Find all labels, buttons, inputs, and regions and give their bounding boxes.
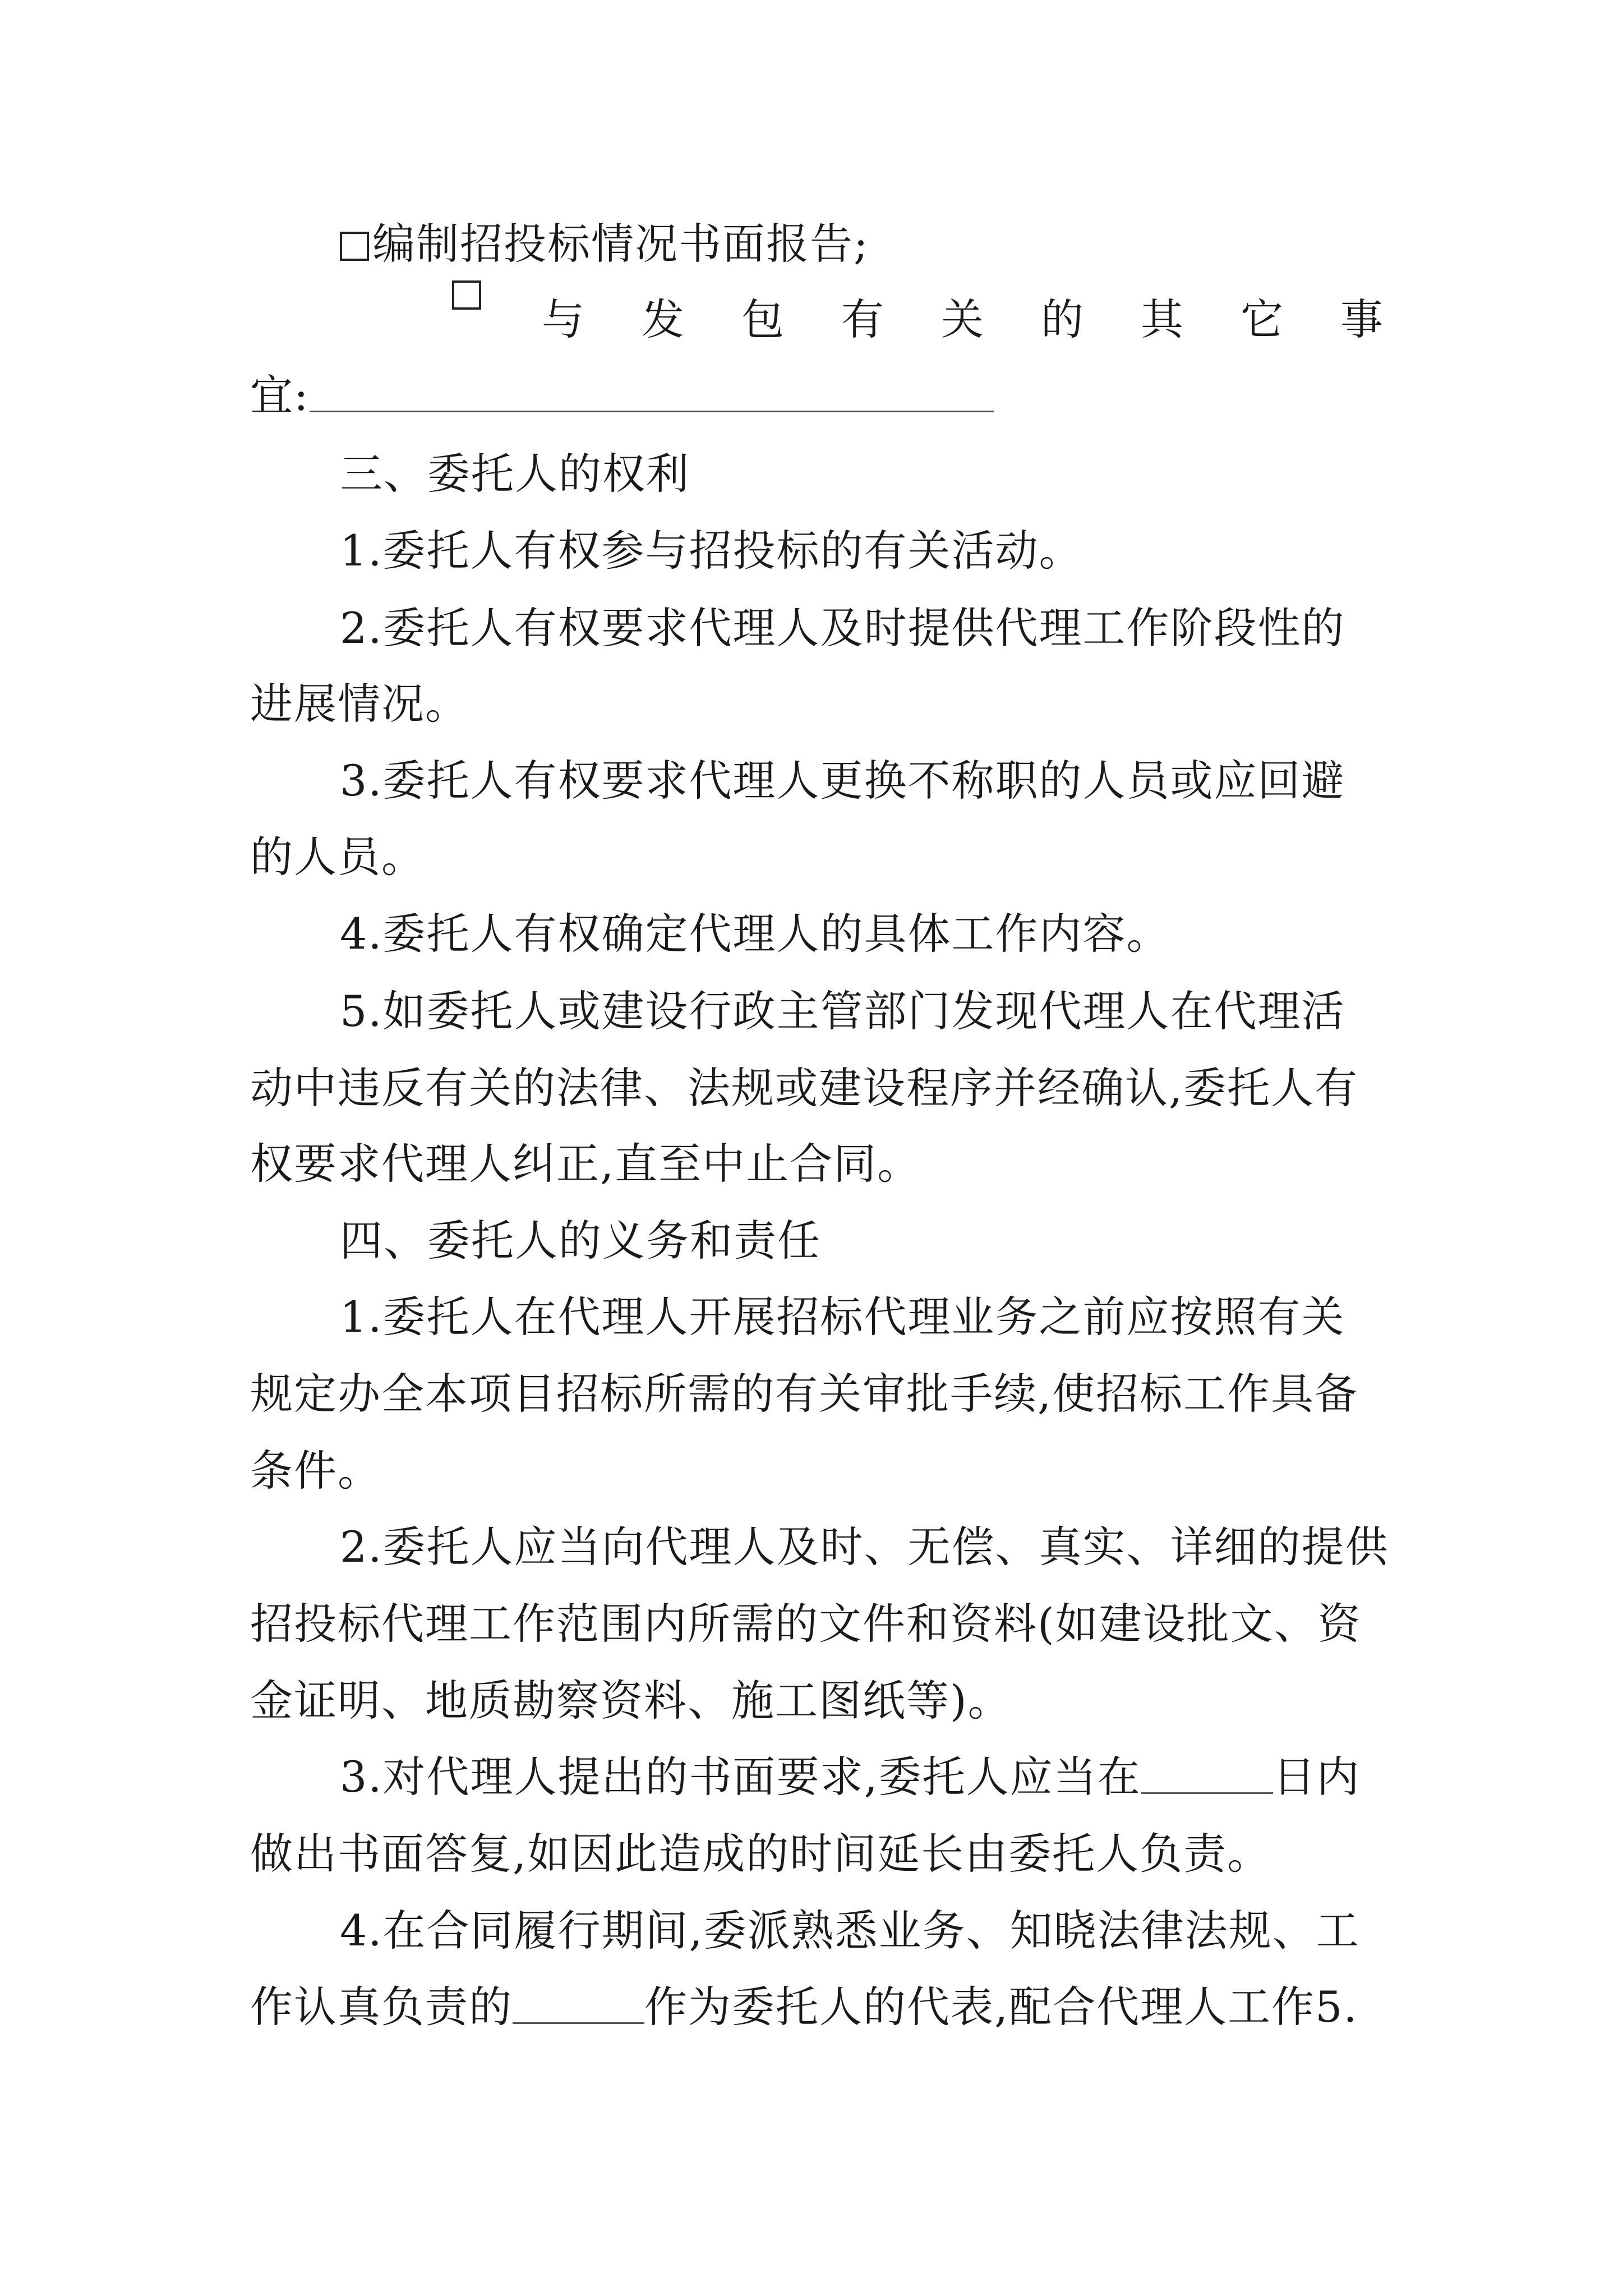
justified-char: 发 <box>642 295 684 344</box>
paragraph-line-representative <box>250 1968 1383 2046</box>
paragraph-line: 5.如委托人或建设行政主管部门发现代理人在代理活 <box>340 986 1345 1036</box>
justified-char: 其 <box>1141 295 1183 344</box>
paragraph-line: 金证明、地质勘察资料、施工图纸等)。 <box>250 1676 1012 1726</box>
paragraph-line: 1.委托人在代理人开展招标代理业务之前应按照有关 <box>340 1292 1345 1342</box>
days-text-before: 3.对代理人提出的书面要求,委托人应当在 <box>340 1752 1141 1802</box>
checkbox-line-other <box>452 280 1383 359</box>
representative-blank[interactable] <box>513 1989 644 2024</box>
justified-char: 的 <box>1041 295 1083 344</box>
other-matters-blank[interactable] <box>310 377 994 412</box>
paragraph-line: 进展情况。 <box>250 679 469 729</box>
section-heading-rights: 三、委托人的权利 <box>340 449 690 499</box>
checkbox-line-report <box>340 205 1383 283</box>
checkbox-label-report: 编制招投标情况书面报告; <box>372 219 869 269</box>
justified-char: 事 <box>1340 295 1383 344</box>
paragraph-line: 条件。 <box>250 1446 381 1496</box>
paragraph-line-days <box>340 1738 1383 1816</box>
paragraph-line: 4.在合同履行期间,委派熟悉业务、知晓法律法规、工 <box>340 1906 1360 1955</box>
checkbox-report[interactable] <box>340 232 369 261</box>
representative-text-before: 作认真负责的 <box>250 1982 513 2032</box>
paragraph-line: 招投标代理工作范围内所需的文件和资料(如建设批文、资 <box>250 1599 1362 1649</box>
section-heading-duties: 四、委托人的义务和责任 <box>340 1216 821 1266</box>
checkbox-other[interactable] <box>452 280 481 310</box>
paragraph-line: 3.委托人有权要求代理人更换不称职的人员或应回避 <box>340 756 1345 806</box>
other-matters-line <box>250 356 1383 435</box>
paragraph-line: 1.委托人有权参与招投标的有关活动。 <box>340 526 1083 576</box>
paragraph-line: 2.委托人有权要求代理人及时提供代理工作阶段性的 <box>340 603 1345 653</box>
paragraph-line: 4.委托人有权确定代理人的具体工作内容。 <box>340 909 1170 959</box>
representative-text-after: 作为委托人的代表,配合代理人工作5. <box>644 1982 1358 2032</box>
paragraph-line: 规定办全本项目招标所需的有关审批手续,使招标工作具备 <box>250 1369 1359 1419</box>
paragraph-line: 做出书面答复,如因此造成的时间延长由委托人负责。 <box>250 1829 1271 1879</box>
justified-char: 关 <box>941 295 984 344</box>
justified-char: 包 <box>741 295 784 344</box>
justified-char: 它 <box>1241 295 1283 344</box>
days-blank[interactable] <box>1141 1759 1273 1794</box>
paragraph-line: 的人员。 <box>250 832 425 882</box>
justified-char: 有 <box>841 295 884 344</box>
paragraph-line: 权要求代理人纠正,直至中止合同。 <box>250 1139 921 1189</box>
days-text-after: 日内 <box>1272 1752 1361 1802</box>
paragraph-line: 2.委托人应当向代理人及时、无偿、真实、详细的提供 <box>340 1522 1389 1572</box>
paragraph-line: 动中违反有关的法律、法规或建设程序并经确认,委托人有 <box>250 1063 1359 1113</box>
justified-char: 与 <box>542 295 584 344</box>
other-matters-label: 宜: <box>250 370 310 420</box>
